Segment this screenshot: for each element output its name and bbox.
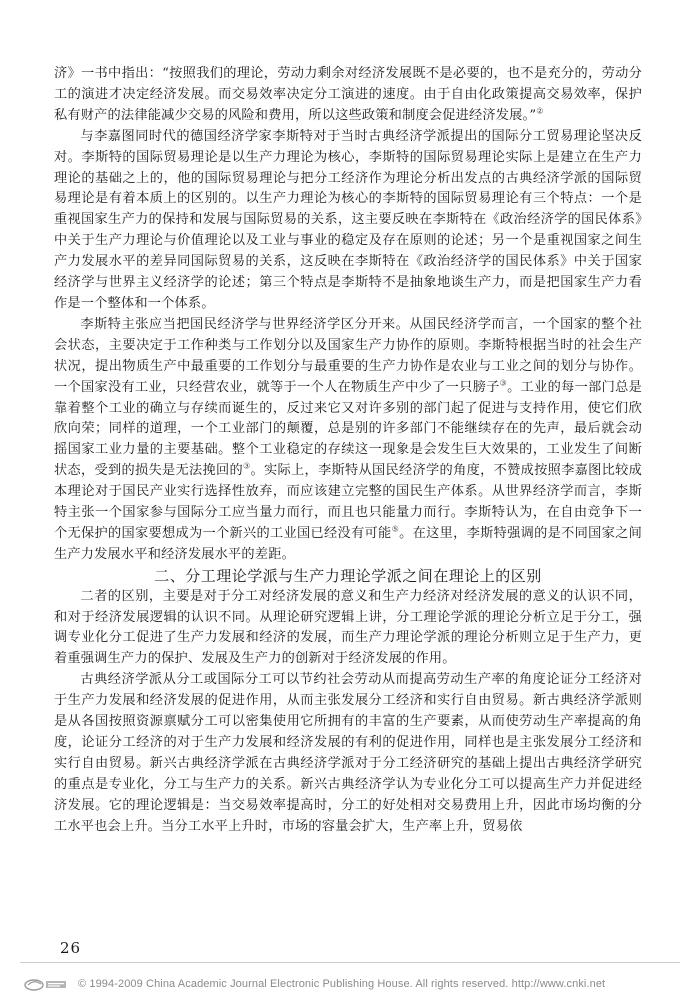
section-heading: 二、分工理论学派与生产力理论学派之间在理论上的区别 <box>154 566 542 585</box>
paragraph-3-text-d: 。在这里，李斯特强调的是不同国家之间生产力发展水平和经济发展水平的差距。 <box>54 525 643 562</box>
paragraph-4-text: 二者的区别，主要是对于分工对经济发展的意义和生产力经济对经济发展的意义的认识不同，和对于经济发展逻辑的认识不同。从理论研究逻辑上讲，分工理论学派的理论分析立足于分工，强调专业化分工促进了生产力发展和经济的发展，而生产力理论学派的理论分析则立足于生产力，更着重强调生产力的保护、发展及生产力的创新对于经济发展的作用。 <box>54 588 642 667</box>
paragraph-2-text: 与李嘉图同时代的德国经济学家李斯特对于当时古典经济学派提出的国际分工贸易理论坚决反对。李斯特的国际贸易理论是以生产力理论为核心，李斯特的国际贸易理论实际上是建立在生产力理论的基础之上的，他的国际贸易理论与把分工经济作为理论分析出发点的古典经济学派的国际贸易理论是有着本质上的区别的。以生产力理论为核心的李斯特的国际贸易理论有三个特点：一个是重视国家生产力的保持和发展与国际贸易的关系，这主要反映在李斯特在《政治经济学的国民体系》中关于生产力理论与价值理论以及工业与事业的稳定及存在原则的论述；另一个是重视国家之间生产力发展水平的差异同国际贸易的关系，这反映在李斯特在《政治经济学的国民体系》中关于国家经济学与世界主义经济学的论述；第三个特点是李斯特不是抽象地谈生产力，而是把国家生产力看作是一个整体和一个体系。 <box>54 128 642 311</box>
footnote-ref[interactable]: ② <box>536 106 544 116</box>
page-number: 26 <box>60 939 82 957</box>
paragraph-4 <box>54 587 642 671</box>
footnote-ref[interactable]: ⑤ <box>391 524 400 534</box>
paragraph-1 <box>54 64 642 127</box>
cnki-logo-icon <box>24 976 68 992</box>
paragraph-5-text: 古典经济学派从分工或国际分工可以节约社会劳动从而提高劳动生产率的角度论证分工经济对于生产力发展和经济发展的促进作用，从而主张发展分工经济和实行自由贸易。新古典经济学派则是从各国按照资源禀赋分工可以密集使用它所拥有的丰富的生产要素，从而使劳动生产率提高的角度，论证分工经济的对于生产力发展和经济发展的有利的促进作用，同样也是主张发展分工经济和实行自由贸易。新兴古典经济学派在古典经济学派对于分工经济研究的基础上提出古典经济学研究的重点是专业化，分工与生产力的关系。新兴古典经济学认为专业化分工可以提高生产力并促进经济发展。它的理论逻辑是：当交易效率提高时，分工的好处相对交易费用上升，因此市场均衡的分工水平也会上升。当分工水平上升时，市场的容量会扩大，生产率上升，贸易依 <box>54 672 642 834</box>
footer <box>24 974 664 994</box>
paragraph-1-text: 济》一书中指出：“按照我们的理论，劳动力剩余对经济发展既不是必要的，也不是充分的，劳动分工的演进才决定经济发展。而交易效率决定分工演进的速度。由于自由化政策提高交易效率，保护私有财产的法律能减少交易的风险和费用，所以这些政策和制度会促进经济发展。” <box>54 66 642 123</box>
footer-divider <box>20 962 680 963</box>
footnote-ref[interactable]: ③ <box>243 461 251 471</box>
paragraph-3-text-a: 李斯特主张应当把国民经济学与世界经济学区分开来。从国民经济学而言，一个国家的整个社会状态，主要决定于工作种类与工作划分以及国家生产力协作的原则。李斯特根据当时的社会生产状况，提出物质生产中最重要的工作划分与最重要的生产力协作是农业与工业之间的划分与协作。一个国家没有工业，只经营农业，就等于一个人在物质生产中少了一只膀子 <box>54 316 642 395</box>
paragraph-2 <box>54 127 642 315</box>
footnote-ref[interactable]: ③ <box>499 378 508 388</box>
paragraph-3-text-c: 。实际上，李斯特从国民经济学的角度，不赞成按照李嘉图比较成本理论对于国民产业实行选择性放弃，而应该建立完整的国民生产体系。从世界经济学而言，李斯特主张一个国家参与国际分工应当量力而行，而且也只能量力而行。李斯特认为，在自由竞争下一个无保护的国家要想成为一个新兴的工业国已经没有可能 <box>54 463 642 541</box>
paragraph-5 <box>54 670 642 837</box>
copyright-text[interactable]: © 1994-2009 China Academic Journal Electronic Publishing House. All rights reserved. http://www.cnki.net <box>78 978 606 990</box>
article-body <box>54 64 642 838</box>
paragraph-3 <box>54 315 642 566</box>
paragraph-3-text-b: 。工业的每一部门总是靠着整个工业的确立与存续而诞生的，反过来它又对许多别的部门起了促进与支持作用，使它们欣欣向荣；同样的道理，一个工业部门的颠覆，总是别的许多部门不能继续存在的先声，最后就会动摇国家工业力量的主要基础。整个工业稳定的存续这一现象是会发生巨大效果的，工业发生了间断状态，受到的损失是无法挽回的 <box>54 379 643 479</box>
